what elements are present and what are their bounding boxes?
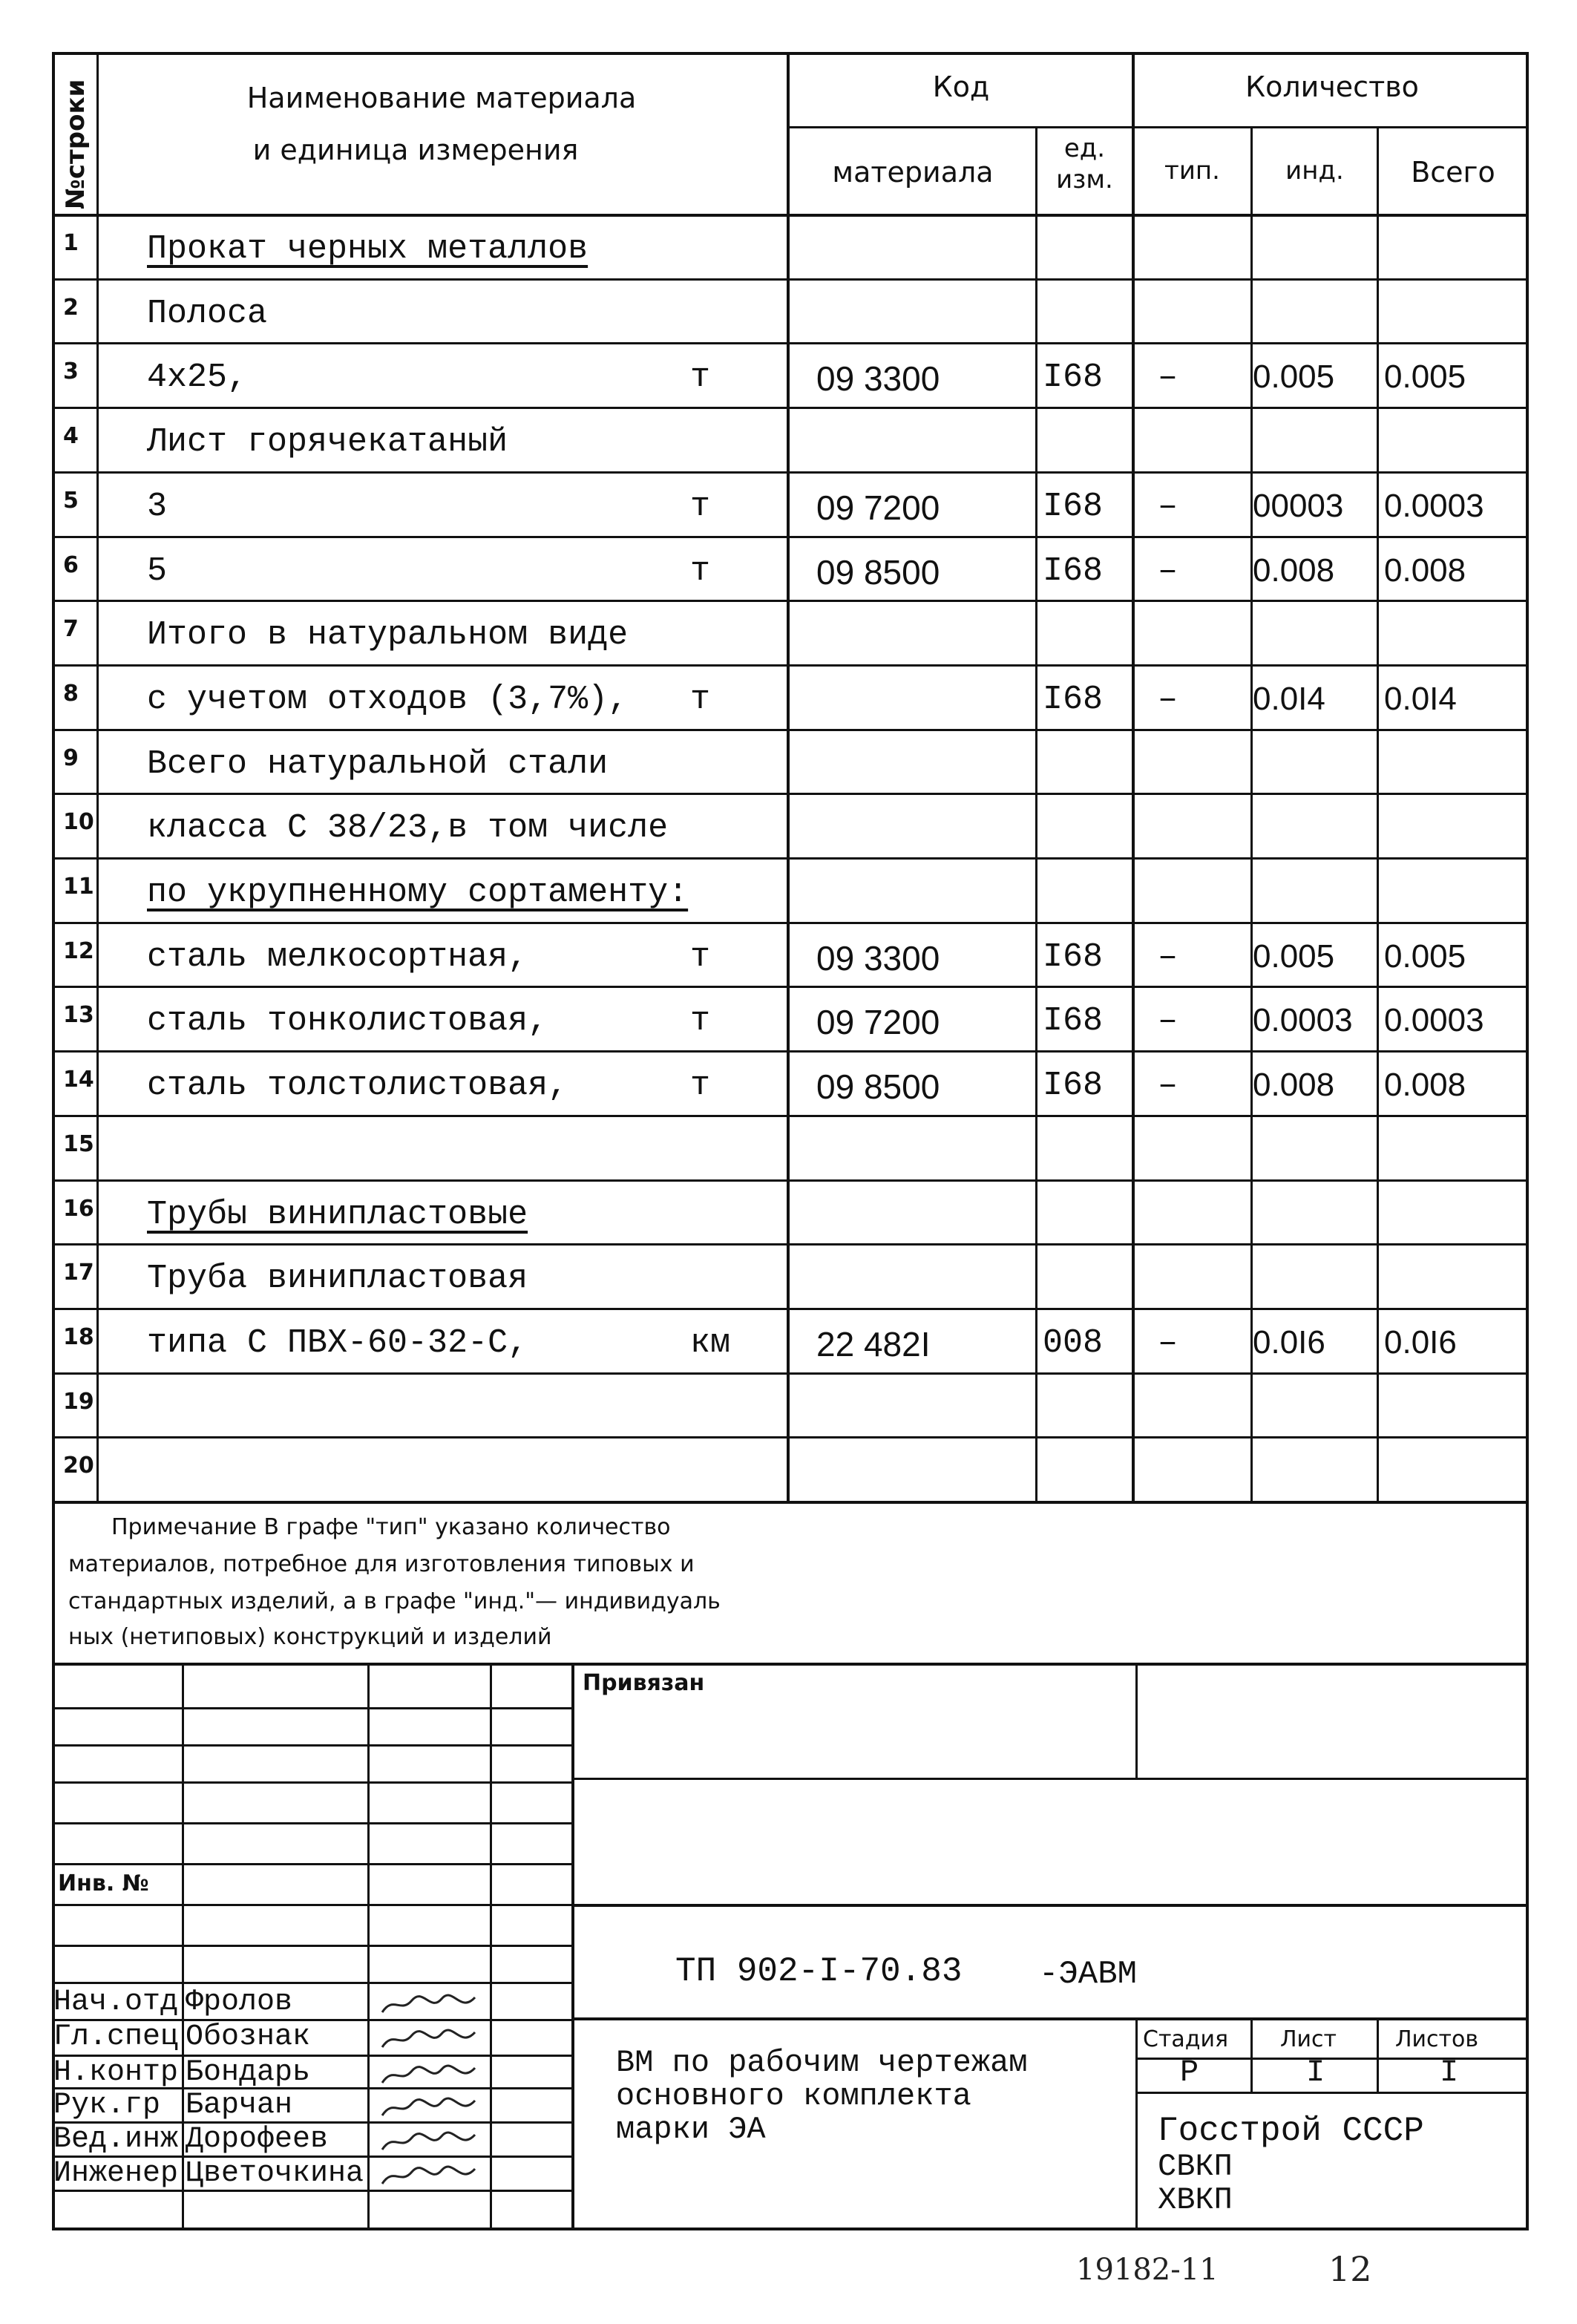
row-12-code: 09 3300 [816, 939, 940, 978]
tb-left-h2 [52, 1744, 571, 1747]
note-line-4: ных (нетиповых) конструкций и изделий [68, 1624, 552, 1650]
row-1-name: Прокат черных металлов [147, 230, 588, 268]
row-18-total: 0.0I6 [1384, 1324, 1457, 1361]
row-divider [52, 1115, 1529, 1117]
tb-left-h5 [52, 1863, 571, 1865]
row-divider [52, 1436, 1529, 1438]
col-line-total [1377, 126, 1379, 1501]
row-12-ind: 0.005 [1253, 938, 1335, 975]
row-divider [52, 986, 1529, 988]
row-10-n: 10 [63, 809, 94, 835]
row-18-n: 18 [63, 1324, 94, 1350]
signature-role: Рук.гр [53, 2089, 161, 2122]
row-divider [52, 600, 1529, 602]
signature-name: Обознак [186, 2020, 311, 2054]
row-14-total: 0.008 [1384, 1067, 1466, 1103]
signature-role: Н.контр [53, 2056, 179, 2089]
row-6-name: 5 [147, 552, 168, 590]
org-line-3: ХВКП [1158, 2182, 1233, 2218]
row-16-name: Трубы винипластовые [147, 1196, 528, 1234]
row-6-total: 0.008 [1384, 552, 1466, 589]
tb-privyazan-split [1135, 1663, 1138, 1778]
row-11-name: по укрупненному сортаменту: [147, 874, 689, 911]
row-divider [52, 664, 1529, 667]
row-divider [52, 922, 1529, 924]
row-3-unit: т [690, 359, 711, 396]
row-12-tip: – [1158, 938, 1178, 976]
signature-name: Дорофеев [186, 2123, 329, 2156]
row-17-name: Труба винипластовая [147, 1260, 528, 1297]
row-13-unit: т [690, 1002, 711, 1040]
sheet-label: Лист [1280, 2026, 1337, 2052]
row-2-n: 2 [63, 295, 79, 321]
header-code: Код [932, 71, 990, 103]
tb-left-h8 [52, 1982, 571, 1984]
row-19-n: 19 [63, 1389, 94, 1415]
row-divider [52, 342, 1529, 344]
row-18-unit: км [690, 1324, 731, 1362]
signature-role: Вед.инж [53, 2123, 179, 2156]
row-12-ed: I68 [1043, 938, 1104, 976]
header-mid-line [787, 126, 1529, 128]
row-6-tip: – [1158, 552, 1178, 590]
row-divider [52, 1050, 1529, 1053]
row-3-ed: I68 [1043, 359, 1104, 396]
description-line-2: основного комплекта [616, 2078, 971, 2114]
page-number: 12 [1328, 2249, 1372, 2289]
row-8-name: с учетом отходов (3,7%), [147, 681, 629, 719]
signature-role: Инженер [53, 2157, 179, 2190]
handwritten-signature [378, 1991, 482, 2018]
stage-value: Р [1180, 2055, 1199, 2090]
row-5-ed: I68 [1043, 488, 1104, 526]
row-6-ed: I68 [1043, 552, 1104, 590]
tb-stage-v1 [1250, 2017, 1253, 2092]
tb-stage-h2 [1135, 2092, 1529, 2094]
row-13-ed: I68 [1043, 1002, 1104, 1040]
inv-no-label: Инв. № [58, 1870, 149, 1896]
row-divider [52, 536, 1529, 538]
row-5-unit: т [690, 488, 711, 526]
header-unit-2: изм. [1056, 165, 1113, 194]
header-quantity: Количество [1245, 71, 1419, 103]
row-8-unit: т [690, 681, 711, 719]
header-code-material: материала [832, 156, 994, 189]
row-8-ind: 0.0I4 [1253, 681, 1325, 717]
handwritten-signature [378, 2129, 482, 2156]
row-divider [52, 407, 1529, 409]
tb-left-h3 [52, 1781, 571, 1784]
row-12-n: 12 [63, 938, 94, 964]
handwritten-signature [378, 2095, 482, 2121]
row-4-n: 4 [63, 423, 79, 449]
handwritten-signature [378, 2026, 482, 2053]
row-12-unit: т [690, 938, 711, 976]
row-3-tip: – [1158, 359, 1178, 396]
tb-stage-v2 [1377, 2017, 1379, 2092]
row-14-ind: 0.008 [1253, 1067, 1335, 1103]
row-18-name: типа С ПВХ-60-32-С, [147, 1324, 528, 1362]
row-5-name: 3 [147, 488, 168, 526]
signature-name: Цветочкина [186, 2157, 364, 2190]
row-1-n: 1 [63, 230, 79, 256]
row-14-unit: т [690, 1067, 711, 1104]
tb-left-h6 [52, 1904, 571, 1906]
row-9-n: 9 [63, 745, 79, 771]
row-11-n: 11 [63, 874, 94, 900]
row-12-name: сталь мелкосортная, [147, 938, 528, 976]
row-17-n: 17 [63, 1260, 94, 1286]
row-8-ed: I68 [1043, 681, 1104, 719]
row-18-ed: 008 [1043, 1324, 1104, 1362]
header-material-name-1: Наименование материала [246, 82, 637, 114]
doc-code: ТП 902-I-70.83 [675, 1952, 963, 1991]
sheet-value: I [1306, 2055, 1325, 2090]
note-line-3: стандартных изделий, а в графе "инд."— индивидуаль [68, 1588, 721, 1614]
row-5-ind: 00003 [1253, 488, 1344, 524]
sheets-value: I [1440, 2055, 1459, 2090]
tb-right-h3 [571, 2017, 1529, 2020]
row-divider [52, 1243, 1529, 1246]
row-12-total: 0.005 [1384, 938, 1466, 975]
row-16-n: 16 [63, 1196, 94, 1222]
signature-name: Барчан [186, 2089, 293, 2122]
row-5-n: 5 [63, 488, 79, 514]
header-unit-1: ед. [1063, 134, 1106, 163]
row-6-ind: 0.008 [1253, 552, 1335, 589]
tb-top-line [52, 1663, 1529, 1666]
row-18-ind: 0.0I6 [1253, 1324, 1325, 1361]
tb-left-h1 [52, 1707, 571, 1709]
signature-role: Гл.спец [53, 2020, 179, 2054]
handwritten-signature [378, 2163, 482, 2190]
row-3-total: 0.005 [1384, 359, 1466, 395]
header-row-number: №строки [61, 79, 91, 209]
row-5-total: 0.0003 [1384, 488, 1484, 524]
col-line-ind [1250, 126, 1253, 1501]
tb-left-h4 [52, 1822, 571, 1824]
row-divider [52, 857, 1529, 860]
row-divider [52, 793, 1529, 795]
row-8-tip: – [1158, 681, 1178, 719]
header-bottom-line [52, 214, 1529, 217]
row-13-code: 09 7200 [816, 1003, 940, 1041]
col-line-tip [1132, 52, 1135, 1501]
row-3-ind: 0.005 [1253, 359, 1335, 395]
note-top-line [52, 1501, 1529, 1504]
row-7-name: Итого в натуральном виде [147, 616, 629, 654]
row-divider [52, 278, 1529, 281]
row-14-code: 09 8500 [816, 1067, 940, 1106]
row-2-name: Полоса [147, 295, 268, 333]
note-line-2: материалов, потребное для изготовления типовых и [68, 1551, 695, 1577]
description-line-3: марки ЭА [616, 2112, 766, 2147]
tb-right-h2 [571, 1904, 1529, 1907]
note-line-1: Примечание В графе "тип" указано количество [111, 1514, 671, 1540]
row-10-name: класса С 38/23,в том числе [147, 809, 669, 847]
row-13-total: 0.0003 [1384, 1002, 1484, 1038]
row-5-code: 09 7200 [816, 488, 940, 527]
row-3-name: 4x25, [147, 359, 248, 396]
handwritten-signature [378, 2062, 482, 2089]
row-divider [52, 1372, 1529, 1375]
row-18-tip: – [1158, 1324, 1178, 1362]
row-13-ind: 0.0003 [1253, 1002, 1353, 1038]
row-3-n: 3 [63, 359, 79, 384]
row-13-n: 13 [63, 1002, 94, 1028]
signature-role: Нач.отд [53, 1986, 179, 2019]
row-divider [52, 1179, 1529, 1182]
row-6-unit: т [690, 552, 711, 590]
tb-right-h1 [571, 1778, 1529, 1780]
tb-left-h7 [52, 1945, 571, 1947]
row-divider [52, 471, 1529, 474]
org-line-1: Госстрой СССР [1158, 2112, 1424, 2150]
signature-name: Бондарь [186, 2056, 311, 2089]
privyazan-label: Привязан [583, 1670, 705, 1696]
col-line-rownum [96, 52, 99, 1501]
row-5-tip: – [1158, 488, 1178, 526]
header-material-name-2: и единица измерения [252, 134, 579, 166]
signature-name: Фролов [186, 1986, 293, 2019]
archive-number: 19182-11 [1076, 2253, 1219, 2287]
row-13-tip: – [1158, 1002, 1178, 1040]
row-6-n: 6 [63, 552, 79, 578]
col-line-unit [1035, 126, 1037, 1501]
doc-suffix: -ЭАВМ [1039, 1956, 1138, 1993]
header-q-type: тип. [1164, 156, 1220, 186]
row-divider [52, 1308, 1529, 1310]
sheets-label: Листов [1395, 2026, 1479, 2052]
row-8-total: 0.0I4 [1384, 681, 1457, 717]
row-8-n: 8 [63, 681, 79, 707]
header-q-ind: инд. [1285, 156, 1344, 186]
row-14-tip: – [1158, 1067, 1178, 1104]
row-9-name: Всего натуральной стали [147, 745, 609, 783]
col-line-code [787, 52, 790, 1501]
header-q-total: Всего [1411, 156, 1495, 189]
row-14-ed: I68 [1043, 1067, 1104, 1104]
row-14-name: сталь толстолистовая, [147, 1067, 568, 1104]
row-6-code: 09 8500 [816, 553, 940, 592]
row-4-name: Лист горячекатаный [147, 423, 508, 461]
row-13-name: сталь тонколистовая, [147, 1002, 548, 1040]
header-top-line [52, 52, 1529, 55]
org-line-2: СВКП [1158, 2149, 1233, 2184]
row-14-n: 14 [63, 1067, 94, 1093]
description-line-1: ВМ по рабочим чертежам [616, 2045, 1028, 2081]
tb-right-start [571, 1663, 574, 2230]
row-15-n: 15 [63, 1131, 94, 1157]
row-20-n: 20 [63, 1453, 94, 1479]
row-3-code: 09 3300 [816, 359, 940, 398]
tb-desc-split [1135, 2017, 1138, 2230]
row-7-n: 7 [63, 616, 79, 642]
row-divider [52, 729, 1529, 731]
stage-label: Стадия [1143, 2026, 1229, 2052]
row-18-code: 22 482I [816, 1325, 931, 1364]
